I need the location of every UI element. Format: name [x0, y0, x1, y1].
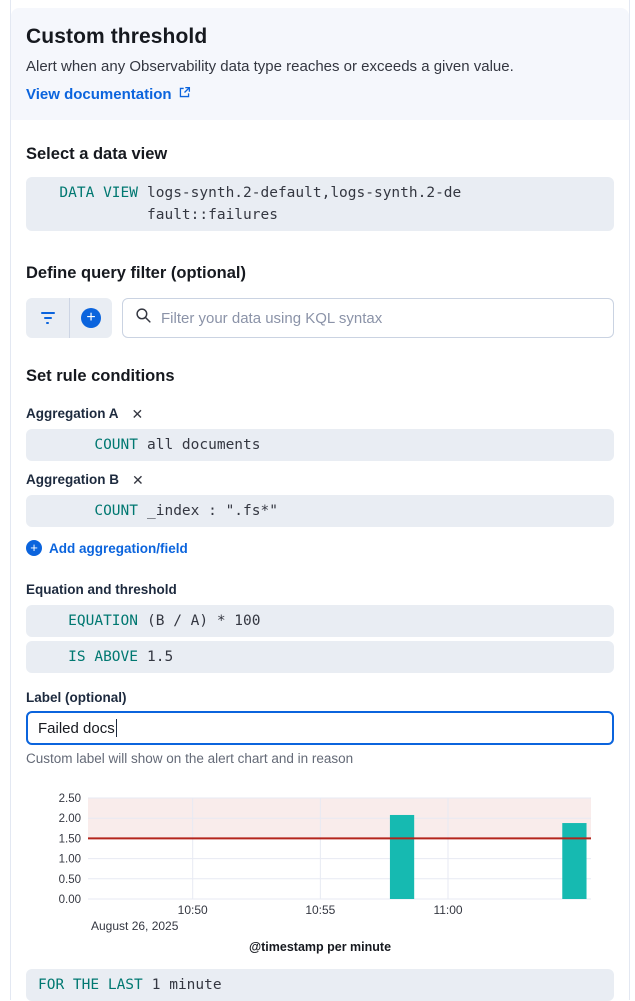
add-aggregation-link[interactable]: [26, 540, 188, 556]
kql-search-input[interactable]: [161, 310, 601, 327]
label-input-value: Failed docs: [38, 719, 115, 737]
flyout-body: [11, 145, 629, 1001]
equation-threshold-label: Equation and threshold: [26, 582, 177, 597]
kql-search-box: [122, 298, 614, 338]
svg-text:0.50: 0.50: [58, 873, 81, 886]
equation-value: (B / A) * 100: [147, 613, 261, 629]
plus-in-circle-icon: +: [26, 540, 42, 556]
aggregation-a-label: Aggregation A: [26, 406, 119, 421]
filter-list-button[interactable]: [26, 298, 69, 338]
svg-text:11:00: 11:00: [433, 903, 463, 917]
external-link-icon: [178, 86, 191, 103]
aggregation-a-value: all documents: [147, 437, 261, 453]
flyout-header: [11, 8, 629, 120]
threshold-value: 1.5: [147, 649, 174, 665]
aggregation-b-label: Aggregation B: [26, 472, 119, 487]
preview-chart: [26, 790, 614, 954]
query-filter-row: [26, 298, 614, 338]
svg-text:1.50: 1.50: [58, 833, 81, 846]
remove-aggregation-b-icon[interactable]: ✕: [132, 471, 144, 488]
data-view-keyword: DATA VIEW: [59, 185, 138, 201]
threshold-keyword: IS ABOVE: [68, 649, 138, 665]
aggregation-b-header: [26, 472, 614, 487]
svg-text:2.50: 2.50: [58, 793, 81, 805]
aggregation-b-expression[interactable]: [26, 495, 614, 527]
for-the-last-expression[interactable]: [26, 969, 614, 1001]
rule-conditions-heading: Set rule conditions: [26, 367, 175, 385]
svg-text:August 26, 2025: August 26, 2025: [91, 919, 179, 933]
for-the-last-keyword: FOR THE LAST: [38, 977, 143, 993]
label-input[interactable]: [26, 711, 614, 745]
aggregation-a-keyword: COUNT: [94, 437, 138, 453]
svg-text:1.00: 1.00: [58, 853, 81, 866]
label-help-text: Custom label will show on the alert chart and in reason: [26, 751, 354, 766]
svg-text:10:55: 10:55: [305, 903, 336, 917]
add-filter-button[interactable]: [69, 298, 112, 338]
custom-threshold-flyout: [10, 0, 630, 1000]
add-aggregation-label: Add aggregation/field: [49, 540, 188, 556]
data-view-heading: Select a data view: [26, 145, 168, 163]
filter-icon: [41, 312, 55, 324]
page-description: Alert when any Observability data type reaches or exceeds a given value.: [26, 58, 514, 75]
plus-in-circle-icon: +: [81, 308, 101, 328]
data-view-value: logs-synth.2-default,logs-synth.2-default::failures: [147, 185, 462, 223]
page-title: Custom threshold: [26, 25, 208, 48]
view-documentation-link[interactable]: [26, 86, 191, 103]
equation-expression[interactable]: [26, 605, 614, 637]
svg-text:2.00: 2.00: [58, 813, 81, 826]
for-the-last-value: 1 minute: [151, 977, 222, 993]
search-icon: [135, 307, 152, 329]
label-optional-label: Label (optional): [26, 690, 127, 705]
aggregation-a-expression[interactable]: [26, 429, 614, 461]
svg-text:10:50: 10:50: [177, 903, 208, 917]
chart-x-axis-title: @timestamp per minute: [248, 940, 392, 954]
data-view-expression[interactable]: [26, 177, 614, 231]
query-filter-heading: Define query filter (optional): [26, 264, 247, 282]
remove-aggregation-a-icon[interactable]: ✕: [131, 405, 144, 422]
filter-button-group: [26, 298, 112, 338]
view-documentation-label: View documentation: [26, 86, 172, 103]
text-caret: [116, 719, 117, 737]
svg-text:0.00: 0.00: [58, 894, 81, 906]
threshold-expression[interactable]: [26, 641, 614, 673]
aggregation-b-value: _index : ".fs*": [147, 503, 278, 519]
threshold-chart-canvas: [26, 790, 611, 933]
equation-keyword: EQUATION: [68, 613, 138, 629]
aggregation-b-keyword: COUNT: [94, 503, 138, 519]
aggregation-a-header: [26, 406, 614, 421]
